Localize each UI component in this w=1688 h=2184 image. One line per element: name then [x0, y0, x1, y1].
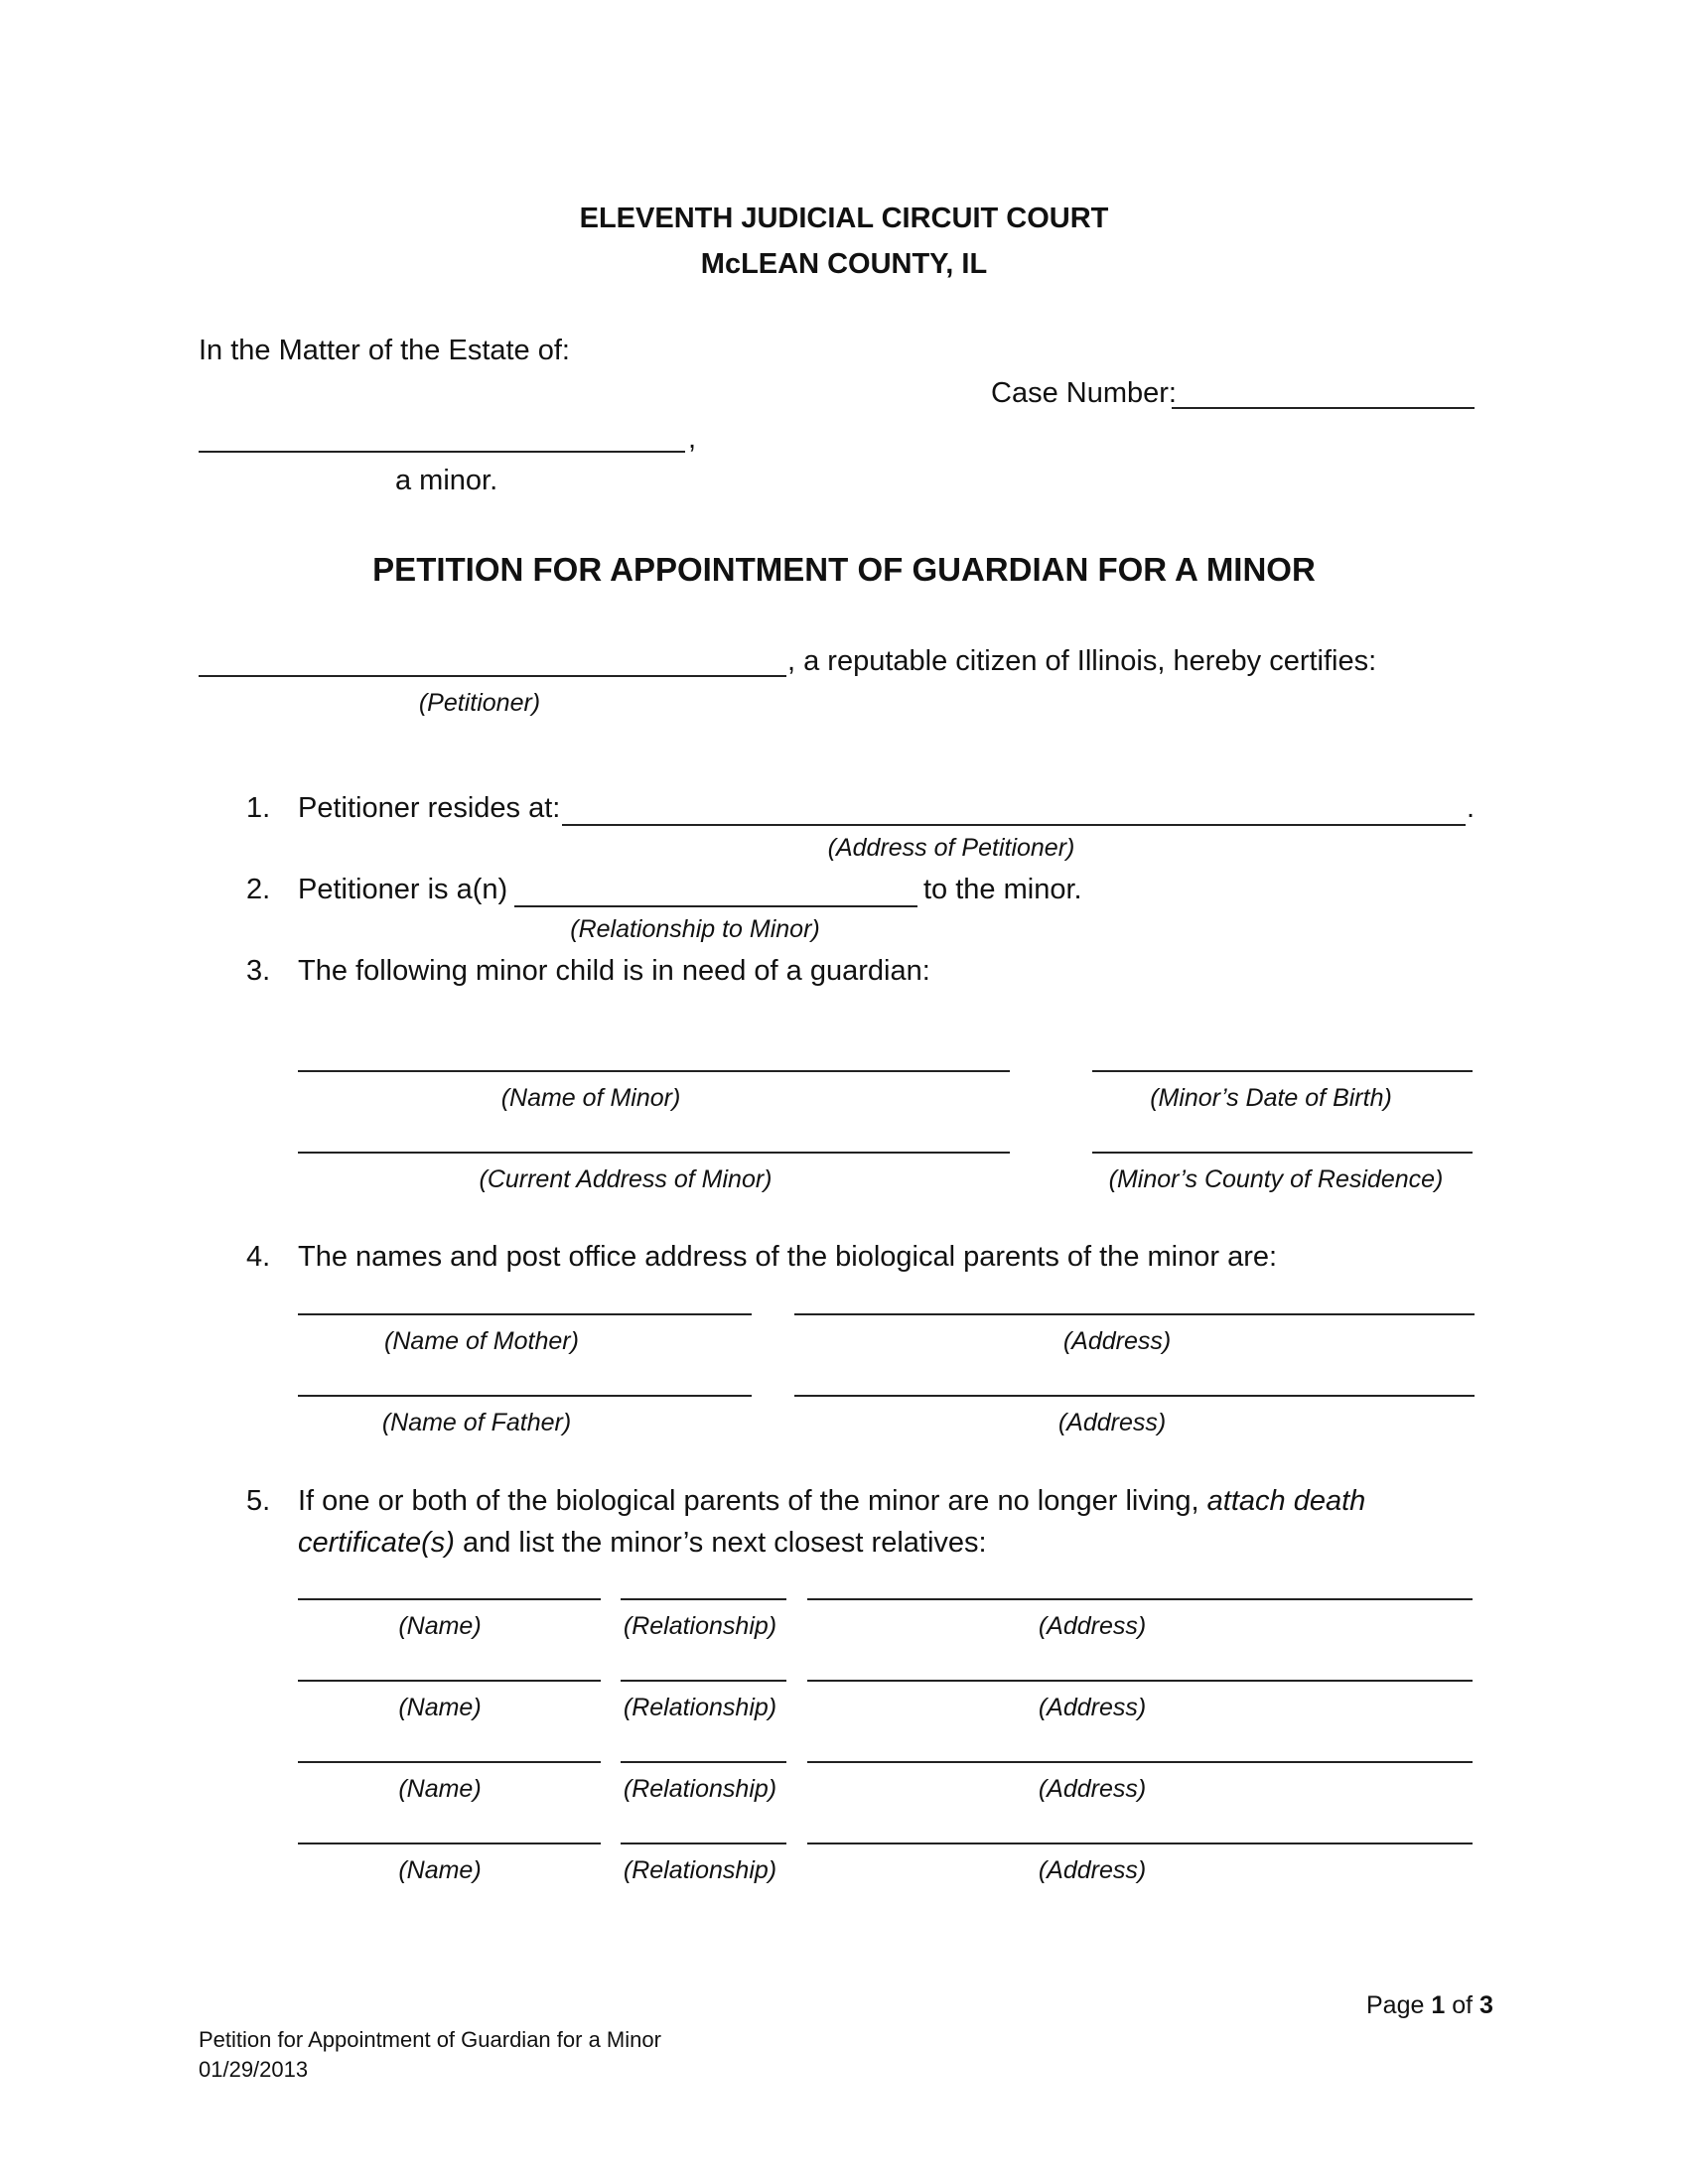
- relative-1-name-line[interactable]: [298, 1598, 601, 1600]
- page-number: [1366, 1991, 1493, 2020]
- relative-3-relationship-caption: (Relationship): [623, 1775, 777, 1803]
- relationship-to-minor-caption: (Relationship to Minor): [570, 915, 820, 943]
- page-of: of: [1452, 1991, 1474, 2019]
- minor-county-line[interactable]: [1092, 1152, 1473, 1154]
- mother-name-line[interactable]: [298, 1313, 752, 1315]
- case-number-label: Case Number:: [991, 377, 1177, 409]
- item-5-text-a: If one or both of the biological parents of the minor are no longer living,: [298, 1485, 1199, 1517]
- petitioner-caption: (Petitioner): [418, 689, 541, 717]
- case-number-field[interactable]: [1172, 407, 1475, 409]
- address-of-petitioner-caption: (Address of Petitioner): [827, 834, 1075, 862]
- item-2-after-text: to the minor.: [923, 874, 1082, 905]
- relative-4-address-caption: (Address): [1038, 1856, 1147, 1884]
- mother-address-caption: (Address): [1062, 1327, 1172, 1355]
- relative-3-name-caption: (Name): [398, 1775, 482, 1803]
- relative-2-relationship-line[interactable]: [621, 1680, 786, 1682]
- page-total: 3: [1479, 1991, 1493, 2019]
- father-address-line[interactable]: [794, 1395, 1475, 1397]
- relative-4-name-caption: (Name): [398, 1856, 482, 1884]
- item-1-period: .: [1467, 792, 1476, 824]
- item-5-text-line-1: [298, 1485, 1365, 1518]
- item-1-number: 1.: [246, 792, 271, 824]
- item-2-text: Petitioner is a(n): [298, 874, 508, 905]
- minor-dob-line[interactable]: [1092, 1070, 1473, 1072]
- item-5-text-line-2: [298, 1527, 987, 1560]
- minor-dob-caption: (Minor’s Date of Birth): [1150, 1084, 1392, 1112]
- relative-3-address-caption: (Address): [1038, 1775, 1147, 1803]
- name-of-minor-caption: (Name of Minor): [500, 1084, 681, 1112]
- relative-4-address-line[interactable]: [807, 1843, 1473, 1844]
- father-address-caption: (Address): [1057, 1409, 1167, 1436]
- father-name-line[interactable]: [298, 1395, 752, 1397]
- name-of-mother-caption: (Name of Mother): [384, 1327, 579, 1355]
- matter-of-estate: In the Matter of the Estate of:: [199, 335, 570, 366]
- item-5-text-italic: attach death: [1206, 1485, 1366, 1517]
- petitioner-certifies-text: , a reputable citizen of Illinois, hereby certifies:: [787, 645, 1377, 677]
- item-4-text: The names and post office address of the biological parents of the minor are:: [298, 1241, 1278, 1273]
- relative-2-address-caption: (Address): [1038, 1694, 1147, 1721]
- relative-3-relationship-line[interactable]: [621, 1761, 786, 1763]
- item-2-number: 2.: [246, 874, 271, 905]
- footer-date: 01/29/2013: [199, 2057, 309, 2082]
- petitioner-name-field[interactable]: [199, 675, 786, 677]
- minor-county-caption: (Minor’s County of Residence): [1108, 1165, 1444, 1193]
- item-3-number: 3.: [246, 955, 271, 987]
- minor-address-line[interactable]: [298, 1152, 1010, 1154]
- item-5-text-b-italic: certificate(s): [298, 1527, 455, 1559]
- relative-4-relationship-caption: (Relationship): [623, 1856, 777, 1884]
- petition-title: PETITION FOR APPOINTMENT OF GUARDIAN FOR A MINOR: [372, 551, 1316, 588]
- relative-2-name-line[interactable]: [298, 1680, 601, 1682]
- relative-2-relationship-caption: (Relationship): [623, 1694, 777, 1721]
- relative-3-address-line[interactable]: [807, 1761, 1473, 1763]
- item-1-text: Petitioner resides at:: [298, 792, 561, 824]
- relative-1-name-caption: (Name): [398, 1612, 482, 1640]
- comma: ,: [688, 423, 697, 455]
- relative-1-address-caption: (Address): [1038, 1612, 1147, 1640]
- page-current: 1: [1431, 1991, 1446, 2019]
- court-name: ELEVENTH JUDICIAL CIRCUIT COURT: [579, 203, 1109, 234]
- relative-1-address-line[interactable]: [807, 1598, 1473, 1600]
- relative-1-relationship-caption: (Relationship): [623, 1612, 777, 1640]
- mother-address-line[interactable]: [794, 1313, 1475, 1315]
- relative-4-name-line[interactable]: [298, 1843, 601, 1844]
- name-of-father-caption: (Name of Father): [381, 1409, 572, 1436]
- page-word: Page: [1366, 1991, 1425, 2019]
- relative-3-name-line[interactable]: [298, 1761, 601, 1763]
- minor-name-field[interactable]: [199, 451, 685, 453]
- footer-form-name: Petition for Appointment of Guardian for a Minor: [199, 2027, 661, 2052]
- item-3-text: The following minor child is in need of a guardian:: [298, 955, 930, 987]
- relative-2-name-caption: (Name): [398, 1694, 482, 1721]
- relative-2-address-line[interactable]: [807, 1680, 1473, 1682]
- current-address-of-minor-caption: (Current Address of Minor): [479, 1165, 773, 1193]
- relative-1-relationship-line[interactable]: [621, 1598, 786, 1600]
- relative-4-relationship-line[interactable]: [621, 1843, 786, 1844]
- a-minor-label: a minor.: [395, 465, 498, 496]
- item-5-number: 5.: [246, 1485, 271, 1517]
- item-4-number: 4.: [246, 1241, 271, 1273]
- item-5-text-b: and list the minor’s next closest relatives:: [462, 1527, 987, 1559]
- county-name: McLEAN COUNTY, IL: [700, 248, 988, 280]
- minor-name-line[interactable]: [298, 1070, 1010, 1072]
- relationship-to-minor-field[interactable]: [514, 905, 917, 907]
- petitioner-address-field[interactable]: [562, 824, 1466, 826]
